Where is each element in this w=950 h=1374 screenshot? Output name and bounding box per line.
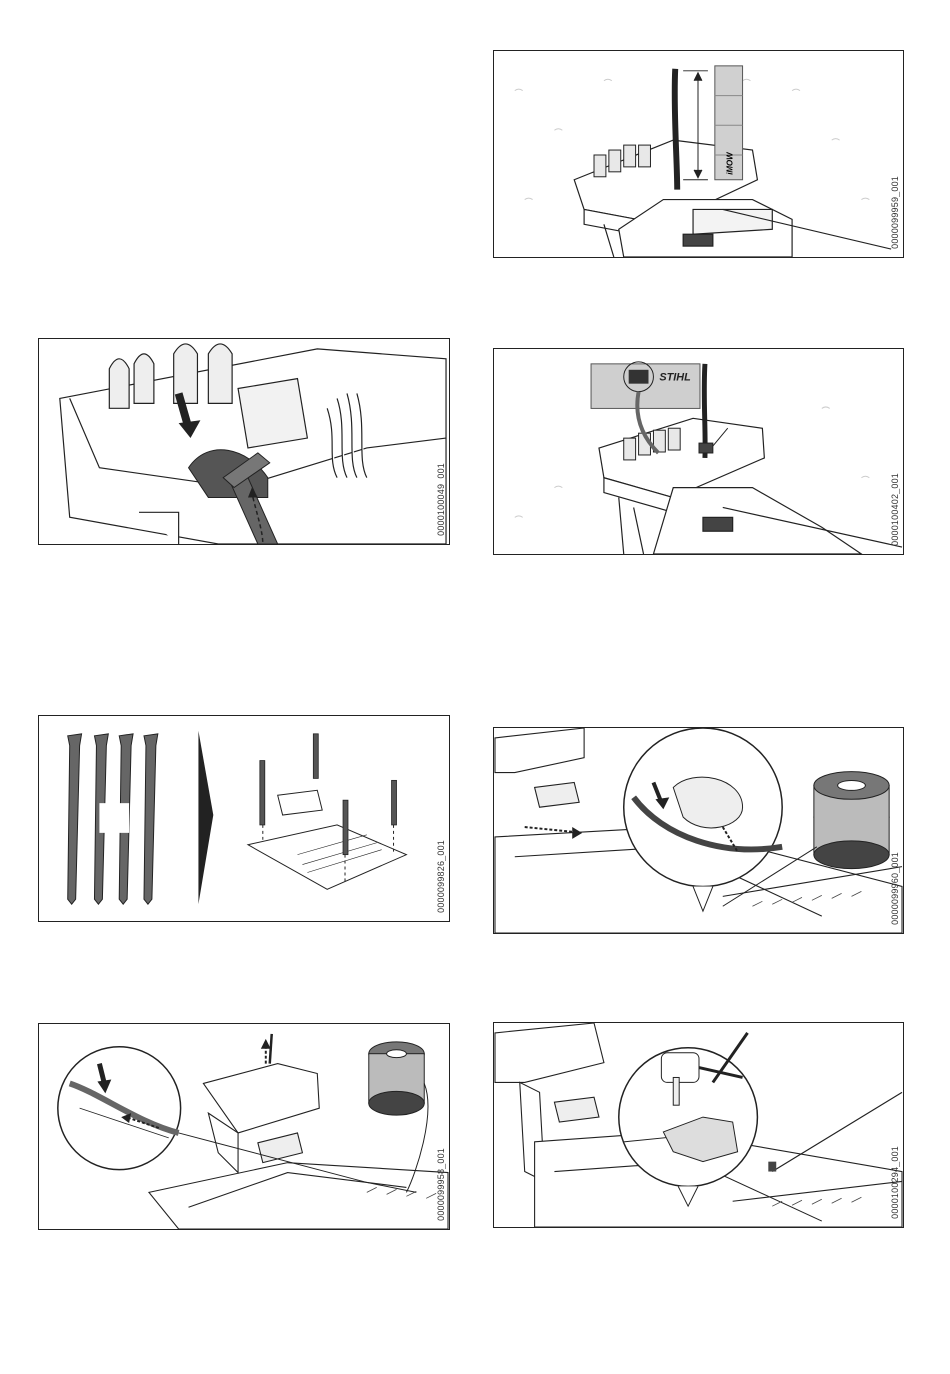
figure-code: 0000100294_001	[890, 1146, 900, 1219]
figure-hammer-peg	[493, 1022, 904, 1228]
illustration-wire-routing	[494, 728, 903, 933]
illustration-cable-length	[494, 51, 903, 257]
illustration-wire-insert	[39, 1024, 449, 1229]
figure-code: 0000099958_001	[436, 1148, 446, 1221]
figure-stakes	[38, 715, 450, 922]
figure-wire-routing	[493, 727, 904, 934]
figure-code: 0000099826_001	[436, 840, 446, 913]
figure-code: 0000099960_001	[890, 852, 900, 925]
illustration-hammer-peg	[494, 1023, 903, 1227]
figure-code: 0000099959_001	[890, 176, 900, 249]
imow-label: iMOW	[725, 152, 735, 175]
illustration-station-label	[494, 349, 903, 554]
figure-wire-insert	[38, 1023, 450, 1230]
figure-code: 0000100049_001	[436, 463, 446, 536]
illustration-cable-clip	[39, 339, 449, 544]
figure-code: 0000100402_001	[890, 473, 900, 546]
figure-cable-clip	[38, 338, 450, 545]
stihl-label: STIHL	[659, 371, 691, 384]
illustration-stakes	[39, 716, 449, 921]
figure-station-label	[493, 348, 904, 555]
figure-cable-length	[493, 50, 904, 258]
